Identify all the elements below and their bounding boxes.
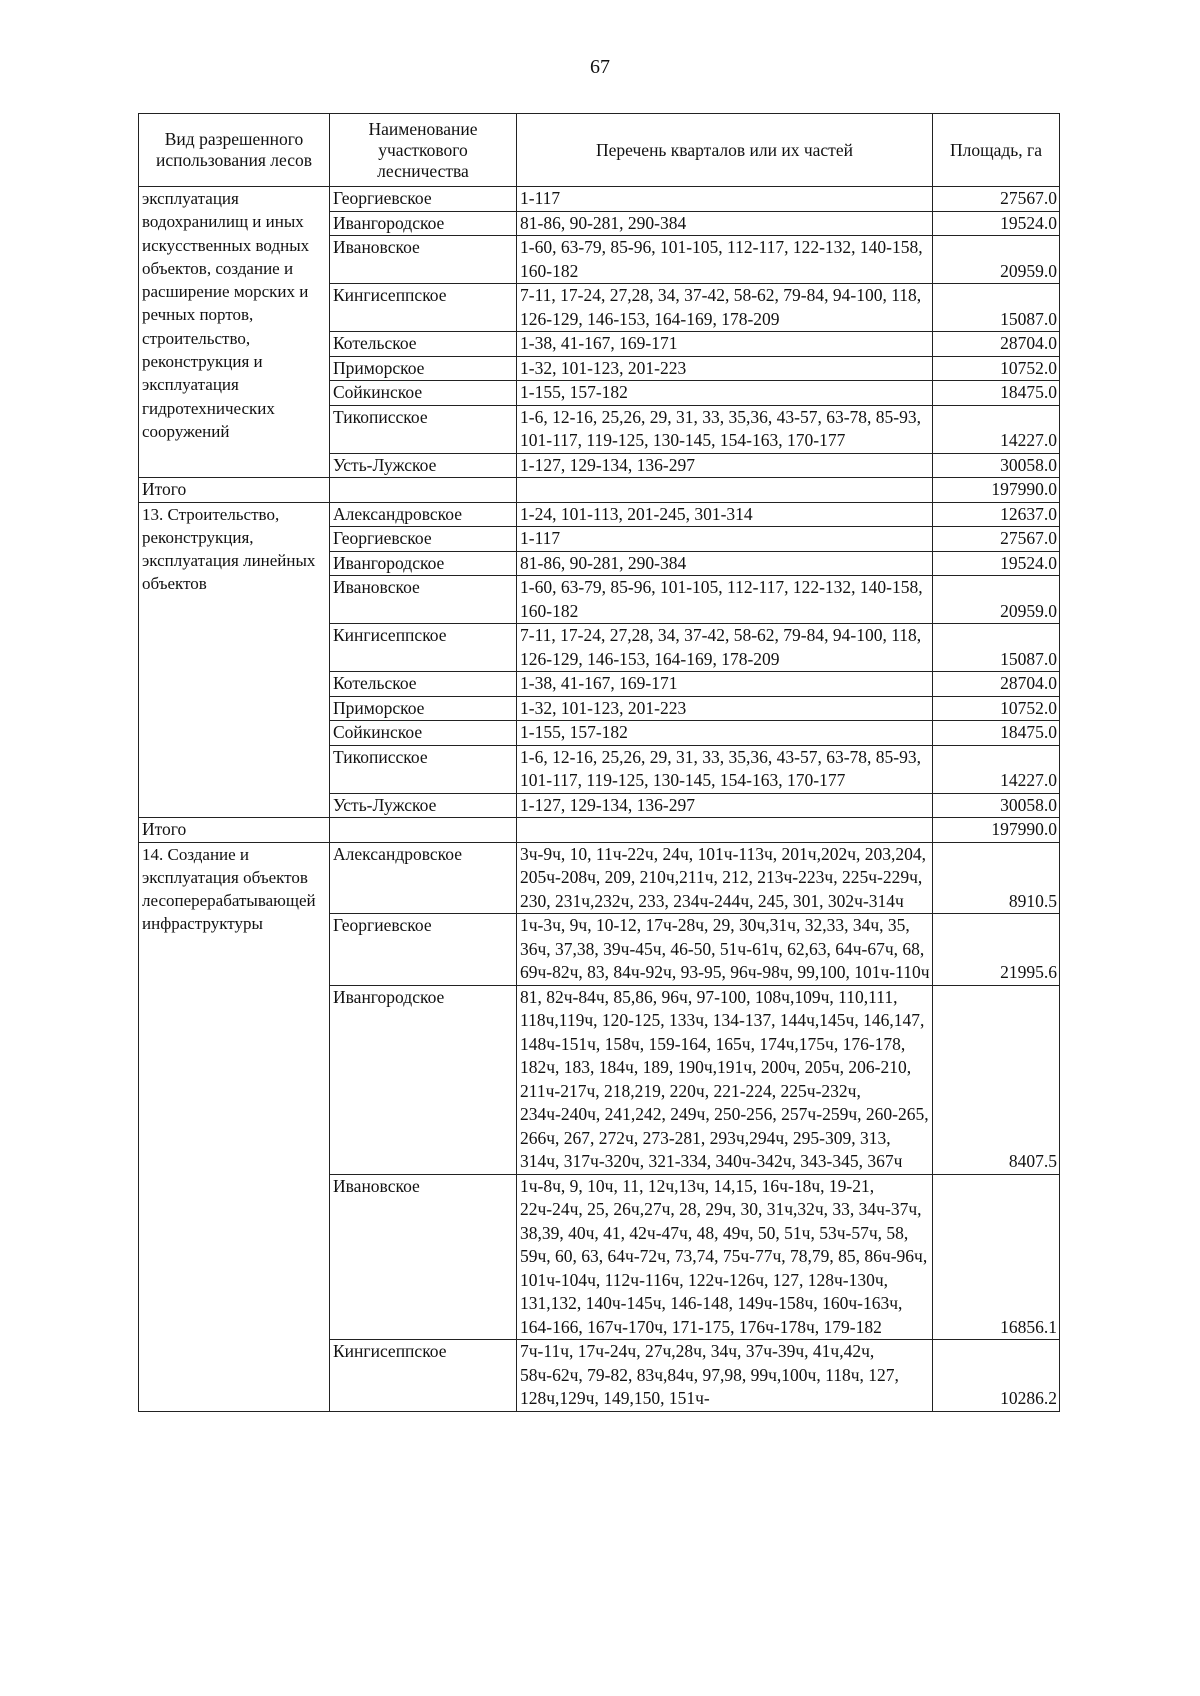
area-cell: 28704.0 — [933, 332, 1060, 357]
area-cell: 27567.0 — [933, 187, 1060, 212]
area-cell: 14227.0 — [933, 405, 1060, 453]
total-empty-cell — [517, 818, 933, 843]
total-empty-cell — [330, 818, 517, 843]
forestry-name-cell: Ивангородское — [330, 551, 517, 576]
total-area: 197990.0 — [933, 818, 1060, 843]
forestry-name-cell: Сойкинское — [330, 381, 517, 406]
quarters-cell: 1-155, 157-182 — [517, 381, 933, 406]
table-row — [139, 502, 1060, 527]
quarters-cell: 1-32, 101-123, 201-223 — [517, 356, 933, 381]
header-forestry-name: Наименование участкового лесничества — [330, 114, 517, 187]
forestry-name-cell: Котельское — [330, 332, 517, 357]
area-cell: 28704.0 — [933, 672, 1060, 697]
forestry-name-cell: Ивангородское — [330, 211, 517, 236]
area-cell: 19524.0 — [933, 551, 1060, 576]
area-cell: 15087.0 — [933, 624, 1060, 672]
use-type-cell: 14. Создание и эксплуатация объектов лесоперерабатывающей инфраструктуры — [139, 842, 330, 1411]
forestry-name-cell: Александровское — [330, 502, 517, 527]
header-quarters-list: Перечень кварталов или их частей — [517, 114, 933, 187]
area-cell: 10286.2 — [933, 1340, 1060, 1412]
quarters-cell: 1-127, 129-134, 136-297 — [517, 453, 933, 478]
forestry-name-cell: Сойкинское — [330, 721, 517, 746]
area-cell: 21995.6 — [933, 914, 1060, 986]
forestry-name-cell: Георгиевское — [330, 187, 517, 212]
quarters-cell: 7-11, 17-24, 27,28, 34, 37-42, 58-62, 79-84, 94-100, 118, 126-129, 146-153, 164-169, 178-209 — [517, 624, 933, 672]
table-header-row — [139, 114, 1060, 187]
quarters-cell: 1-117 — [517, 527, 933, 552]
table-body — [139, 187, 1060, 1412]
total-row — [139, 478, 1060, 503]
total-empty-cell — [517, 478, 933, 503]
forestry-name-cell: Александровское — [330, 842, 517, 914]
header-area: Площадь, га — [933, 114, 1060, 187]
forestry-name-cell: Тикописское — [330, 405, 517, 453]
forestry-name-cell: Приморское — [330, 696, 517, 721]
forestry-name-cell: Георгиевское — [330, 527, 517, 552]
quarters-cell: 1-117 — [517, 187, 933, 212]
quarters-cell: 3ч-9ч, 10, 11ч-22ч, 24ч, 101ч-113ч, 201ч,202ч, 203,204, 205ч-208ч, 209, 210ч,211ч, 212, 213ч-223ч, 225ч-229ч, 230, 231ч,232ч, 233, 234ч-244ч, 245, 301, 302ч-314ч — [517, 842, 933, 914]
forestry-name-cell: Кингисеппское — [330, 1340, 517, 1412]
quarters-cell: 1-6, 12-16, 25,26, 29, 31, 33, 35,36, 43-57, 63-78, 85-93, 101-117, 119-125, 130-145, 154-163, 170-177 — [517, 745, 933, 793]
area-cell: 20959.0 — [933, 236, 1060, 284]
area-cell: 27567.0 — [933, 527, 1060, 552]
quarters-cell: 1-32, 101-123, 201-223 — [517, 696, 933, 721]
area-cell: 16856.1 — [933, 1174, 1060, 1340]
area-cell: 12637.0 — [933, 502, 1060, 527]
area-cell: 19524.0 — [933, 211, 1060, 236]
area-cell: 8910.5 — [933, 842, 1060, 914]
area-cell: 10752.0 — [933, 696, 1060, 721]
forestry-name-cell: Ивановское — [330, 1174, 517, 1340]
quarters-cell: 7ч-11ч, 17ч-24ч, 27ч,28ч, 34ч, 37ч-39ч, 41ч,42ч, 58ч-62ч, 79-82, 83ч,84ч, 97,98, 99ч,100ч, 118ч, 127, 128ч,129ч, 149,150, 151ч- — [517, 1340, 933, 1412]
header-use-type: Вид разрешенного использования лесов — [139, 114, 330, 187]
forestry-name-cell: Котельское — [330, 672, 517, 697]
quarters-cell: 1-127, 129-134, 136-297 — [517, 793, 933, 818]
total-row — [139, 818, 1060, 843]
area-cell: 30058.0 — [933, 453, 1060, 478]
forestry-name-cell: Кингисеппское — [330, 624, 517, 672]
use-type-cell: 13. Строительство, реконструкция, эксплуатация линейных объектов — [139, 502, 330, 818]
use-type-cell: эксплуатация водохранилищ и иных искусственных водных объектов, создание и расширение морских и речных портов, строительство, реконструкция и эксплуатация гидротехнических сооружений — [139, 187, 330, 478]
forest-use-table — [138, 113, 1060, 1412]
total-area: 197990.0 — [933, 478, 1060, 503]
page-number: 67 — [590, 56, 610, 78]
area-cell: 10752.0 — [933, 356, 1060, 381]
forestry-name-cell: Кингисеппское — [330, 284, 517, 332]
area-cell: 20959.0 — [933, 576, 1060, 624]
quarters-cell: 1-60, 63-79, 85-96, 101-105, 112-117, 122-132, 140-158, 160-182 — [517, 576, 933, 624]
quarters-cell: 81-86, 90-281, 290-384 — [517, 551, 933, 576]
quarters-cell: 81-86, 90-281, 290-384 — [517, 211, 933, 236]
total-empty-cell — [330, 478, 517, 503]
forestry-name-cell: Тикописское — [330, 745, 517, 793]
forestry-name-cell: Ивановское — [330, 236, 517, 284]
area-cell: 30058.0 — [933, 793, 1060, 818]
forestry-name-cell: Георгиевское — [330, 914, 517, 986]
total-label: Итого — [139, 818, 330, 843]
quarters-cell: 1-155, 157-182 — [517, 721, 933, 746]
quarters-cell: 1-38, 41-167, 169-171 — [517, 672, 933, 697]
quarters-cell: 7-11, 17-24, 27,28, 34, 37-42, 58-62, 79-84, 94-100, 118, 126-129, 146-153, 164-169, 178-209 — [517, 284, 933, 332]
area-cell: 14227.0 — [933, 745, 1060, 793]
forestry-name-cell: Усть-Лужское — [330, 793, 517, 818]
area-cell: 8407.5 — [933, 985, 1060, 1174]
quarters-cell: 1-24, 101-113, 201-245, 301-314 — [517, 502, 933, 527]
quarters-cell: 1ч-8ч, 9, 10ч, 11, 12ч,13ч, 14,15, 16ч-18ч, 19-21, 22ч-24ч, 25, 26ч,27ч, 28, 29ч, 30, 31ч,32ч, 33, 34ч-37ч, 38,39, 40ч, 41, 42ч-47ч, 48, 49ч, 50, 51ч, 53ч-57ч, 58, 59ч, 60, 63, 64ч-72ч, 73,74, 75ч-77ч, 78,79, 85, 86ч-96ч, 101ч-104ч, 112ч-116ч, 122ч-126ч, 127, 128ч-130ч, 131,132, 140ч-145ч, 146-148, 149ч-158ч, 160ч-163ч, 164-166, 167ч-170ч, 171-175, 176ч-178ч, 179-182 — [517, 1174, 933, 1340]
quarters-cell: 1-6, 12-16, 25,26, 29, 31, 33, 35,36, 43-57, 63-78, 85-93, 101-117, 119-125, 130-145, 154-163, 170-177 — [517, 405, 933, 453]
quarters-cell: 81, 82ч-84ч, 85,86, 96ч, 97-100, 108ч,109ч, 110,111, 118ч,119ч, 120-125, 133ч, 134-137, 144ч,145ч, 146,147, 148ч-151ч, 158ч, 159-164, 165ч, 174ч,175ч, 176-178, 182ч, 183, 184ч, 189, 190ч,191ч, 200ч, 205ч, 206-210, 211ч-217ч, 218,219, 220ч, 221-224, 225ч-232ч, 234ч-240ч, 241,242, 249ч, 250-256, 257ч-259ч, 260-265, 266ч, 267, 272ч, 273-281, 293ч,294ч, 295-309, 313, 314ч, 317ч-320ч, 321-334, 340ч-342ч, 343-345, 367ч — [517, 985, 933, 1174]
table-row — [139, 187, 1060, 212]
forestry-name-cell: Приморское — [330, 356, 517, 381]
area-cell: 18475.0 — [933, 381, 1060, 406]
total-label: Итого — [139, 478, 330, 503]
quarters-cell: 1ч-3ч, 9ч, 10-12, 17ч-28ч, 29, 30ч,31ч, 32,33, 34ч, 35, 36ч, 37,38, 39ч-45ч, 46-50, 51ч-61ч, 62,63, 64ч-67ч, 68, 69ч-82ч, 83, 84ч-92ч, 93-95, 96ч-98ч, 99,100, 101ч-110ч — [517, 914, 933, 986]
table-row — [139, 842, 1060, 914]
quarters-cell: 1-60, 63-79, 85-96, 101-105, 112-117, 122-132, 140-158, 160-182 — [517, 236, 933, 284]
forestry-name-cell: Усть-Лужское — [330, 453, 517, 478]
quarters-cell: 1-38, 41-167, 169-171 — [517, 332, 933, 357]
area-cell: 18475.0 — [933, 721, 1060, 746]
area-cell: 15087.0 — [933, 284, 1060, 332]
forestry-name-cell: Ивановское — [330, 576, 517, 624]
forestry-name-cell: Ивангородское — [330, 985, 517, 1174]
